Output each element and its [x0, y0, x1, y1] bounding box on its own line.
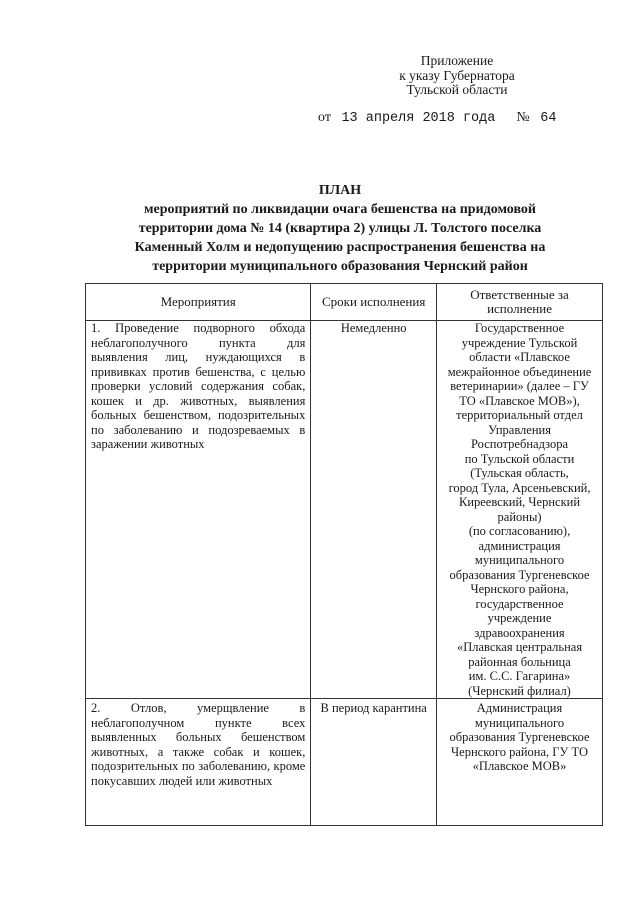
- responsible-cell: [437, 321, 603, 699]
- responsible-line: муниципального: [474, 553, 565, 567]
- table-row: [86, 699, 603, 826]
- responsible-line: здравоохранения: [474, 625, 565, 640]
- decree-from-label: от: [318, 110, 331, 125]
- column-header-terms: Сроки исполнения: [311, 284, 437, 321]
- responsible-line: Чернского района, ГУ ТО: [451, 744, 588, 759]
- responsible-line: образования Тургеневское: [449, 567, 590, 582]
- table-header-row: [86, 284, 603, 321]
- term-cell: В период карантина: [311, 699, 437, 826]
- plan-table: [85, 283, 603, 826]
- responsible-line: «Плавское МОВ»: [472, 759, 567, 773]
- responsible-line: администрация: [478, 538, 561, 553]
- responsible-line: Управления: [488, 422, 551, 437]
- responsible-line: «Плавская центральная: [456, 640, 583, 654]
- decree-number: 64: [540, 111, 557, 126]
- column-header-responsible: [437, 284, 603, 321]
- plan-title: [90, 181, 590, 276]
- responsible-line: (Чернский филиал): [468, 683, 571, 698]
- decree-date: 13 апреля 2018 года: [341, 111, 496, 126]
- responsible-line: государственное: [475, 596, 564, 611]
- responsible-line: Администрация: [476, 701, 563, 715]
- responsible-line: город Тула, Арсеньевский,: [448, 480, 591, 495]
- responsible-line: ветеринарии» (далее – ГУ: [450, 379, 589, 393]
- plan-heading: ПЛАН: [318, 183, 362, 198]
- column-header-measures: Мероприятия: [86, 284, 311, 321]
- appendix-line: Приложение: [420, 53, 494, 68]
- responsible-line: межрайонное объединение: [447, 364, 592, 379]
- plan-title-line: мероприятий по ликвидации очага бешенства на придомовой: [143, 202, 536, 217]
- column-header-responsible-text: Ответственные за исполнение: [470, 286, 569, 316]
- responsible-cell: [437, 699, 603, 826]
- plan-title-line: территории муниципального образования Чернский район: [152, 259, 528, 274]
- responsible-line: Государственное: [474, 321, 565, 335]
- table-row: [86, 321, 603, 699]
- responsible-line: учреждение: [487, 611, 552, 625]
- responsible-line: ТО «Плавское МОВ»),: [459, 393, 580, 408]
- plan-title-line: Каменный Холм и недопущению распространения бешенства на: [134, 240, 546, 255]
- responsible-line: области «Плавское: [469, 350, 570, 364]
- measure-cell: 2. Отлов, умерщвление в неблагополучном пункте всех выявленных больных бешенством животных, а также собак и кошек, подозрительных по заболеванию, кроме покусавших людей или животных: [86, 699, 311, 826]
- plan-title-line: территории дома № 14 (квартира 2) улицы Л. Толстого поселка: [138, 221, 542, 236]
- decree-date-line: [318, 110, 556, 126]
- responsible-line: (Тульская область,: [470, 466, 569, 480]
- responsible-line: Киреевский, Чернский: [458, 495, 581, 509]
- responsible-line: районная больница: [468, 654, 571, 669]
- responsible-line: территориальный отдел: [456, 408, 583, 422]
- responsible-line: образования Тургеневское: [449, 730, 590, 744]
- term-cell: Немедленно: [311, 321, 437, 699]
- responsible-line: Роспотребнадзора: [471, 437, 568, 451]
- responsible-line: по Тульской области: [464, 451, 575, 466]
- responsible-line: Чернского района,: [470, 582, 569, 596]
- measure-cell: 1. Проведение подворного обхода неблагополучного пункта для выявления лиц, нуждающихся в прививках против бешенства, с целью проверки условий содержания собак, кошек и др. животных, выявления больных бешенством, подозрительных по заболеванию и подозреваемых в заражении животных: [86, 321, 311, 699]
- responsible-line: (по согласованию),: [468, 524, 571, 538]
- responsible-line: им. С.С. Гагарина»: [468, 669, 571, 683]
- appendix-line: Тульской области: [406, 82, 508, 97]
- responsible-line: районы): [497, 509, 542, 524]
- responsible-line: учреждение Тульской: [461, 335, 578, 350]
- appendix-header: [372, 54, 542, 98]
- responsible-line: муниципального: [474, 715, 565, 730]
- decree-number-label: №: [516, 110, 530, 125]
- appendix-line: к указу Губернатора: [399, 67, 515, 83]
